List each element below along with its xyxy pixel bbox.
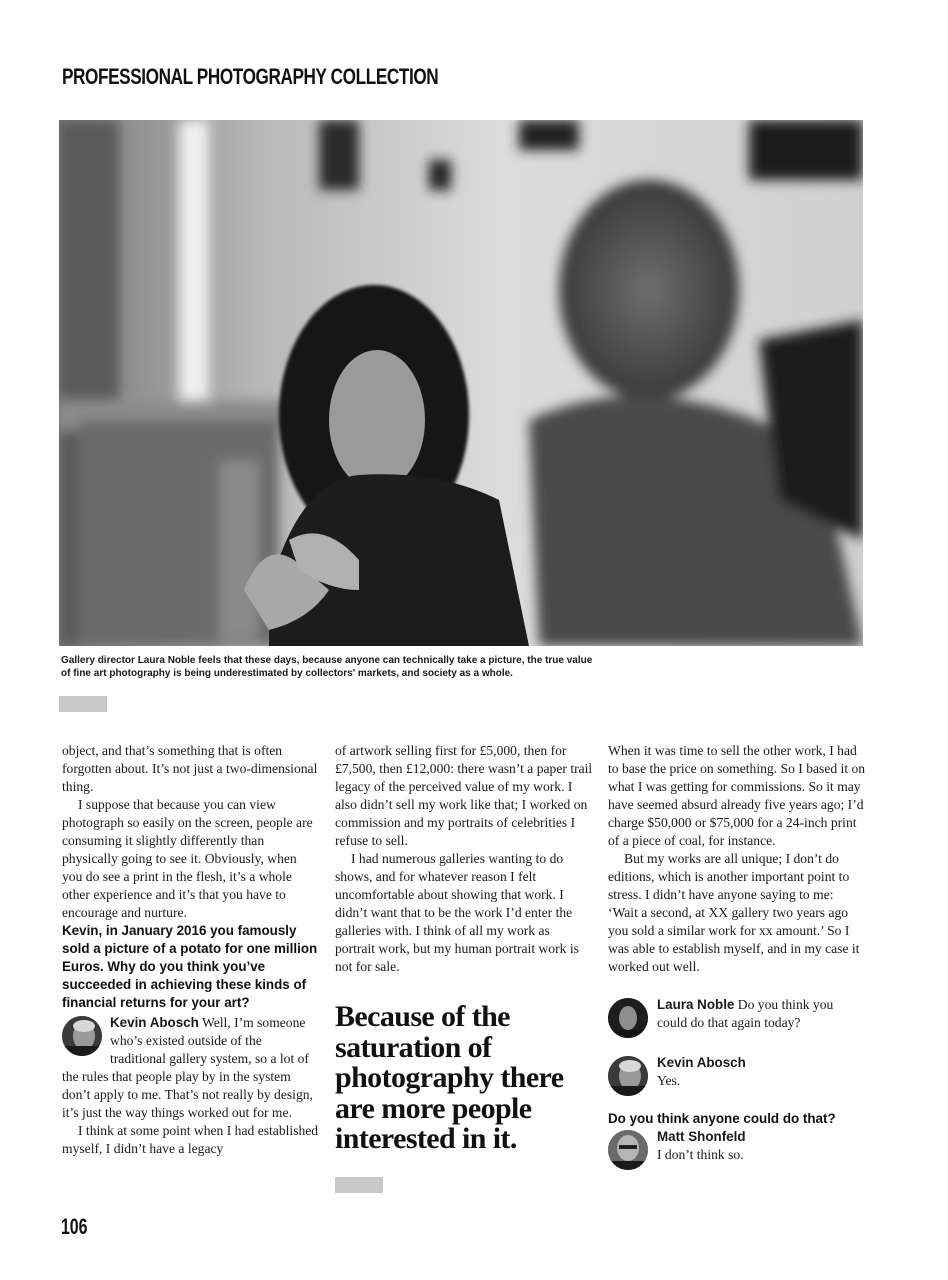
speaker-name: Kevin Abosch [657, 1055, 746, 1070]
avatar-laura-noble [608, 998, 648, 1038]
avatar-kevin-abosch [608, 1056, 648, 1096]
paragraph: I think at some point when I had established myself, I didn’t have a legacy [62, 1123, 319, 1156]
paragraph: of artwork selling first for £5,000, then for £7,500, then £12,000: there wasn’t a paper trail legacy of the perceived value of my work. I also didn’t sell my work like that; I worked on commission and my portraits of celebrities I refuse to sell. [335, 743, 593, 848]
dialog-text: Yes. [657, 1073, 681, 1088]
photo-illustration [59, 120, 863, 646]
avatar-kevin-abosch [62, 1016, 102, 1056]
section-title: PROFESSIONAL PHOTOGRAPHY COLLECTION [62, 64, 439, 89]
speaker-name: Kevin Abosch [110, 1015, 199, 1030]
photo-caption: Gallery director Laura Noble feels that these days, because anyone can technically take a picture, the true value of fine art photography is being underestimated by collectors' markets, and society as a whole. [61, 655, 593, 679]
paragraph: object, and that’s something that is often forgotten about. It’s not just a two-dimensional thing. [62, 743, 318, 794]
accent-bar [335, 1177, 383, 1193]
speaker-name: Laura Noble [657, 997, 735, 1012]
pull-quote: Because of the saturation of photography there are more people interested in it. [335, 1000, 564, 1155]
page-number: 106 [61, 1214, 88, 1239]
paragraph: When it was time to sell the other work, I had to base the price on something. So I based it on what I was getting for commissions. So it may have seemed absurd already five years ago; I’d charge $50,000 or $75,000 for a 24-inch print of a piece of coal, for instance. [608, 743, 866, 848]
interview-question: Kevin, in January 2016 you famously sold a picture of a potato for one million Euros. Why do you think you’ve succeeded in achieving these kinds of financial returns for your art? [62, 923, 318, 1010]
dialog-text: Do you think you could do that again today? [657, 997, 834, 1030]
paragraph: But my works are all unique; I don’t do editions, which is another important point to stress. I didn’t have anyone saying to me: ‘Wait a second, at XX gallery two years ago you sold a similar work for xx amount.’ So I was able to establish myself, and in my case it worked out well. [608, 851, 860, 974]
column-2 [335, 742, 593, 1193]
dialog-entry [608, 1128, 866, 1170]
interview-question: Do you think anyone could do that? [608, 1111, 836, 1126]
paragraph: I suppose that because you can view photograph so easily on the screen, people are consuming it slightly differently than physically going to see it. Obviously, when you do see a print in the flesh, it’s a whole other experience and it’s that you have to encourage and nurture. [62, 797, 313, 920]
feature-photo [59, 120, 863, 646]
dialog-text: I don’t think so. [657, 1147, 744, 1162]
answer-paragraph [62, 1014, 320, 1122]
speaker-name: Matt Shonfeld [657, 1129, 746, 1144]
answer-text: Well, I’m someone who’s existed outside of the traditional gallery system, so a lot of the rules that people play by in the system don’t apply to me. That’s not really by design, it’s just the way things worked out for me. [62, 1015, 313, 1120]
dialog-entry [608, 996, 866, 1038]
paragraph: I had numerous galleries wanting to do shows, and for whatever reason I felt uncomfortable about showing that work. I didn’t want that to be the work I’d enter the galleries with. I think of all my work as portrait work, but my human portrait work is not for sale. [335, 851, 579, 974]
column-3 [608, 742, 866, 1170]
accent-bar [59, 696, 107, 712]
avatar-matt-shonfeld [608, 1130, 648, 1170]
dialog-entry [608, 1054, 866, 1096]
column-1 [62, 742, 320, 1158]
